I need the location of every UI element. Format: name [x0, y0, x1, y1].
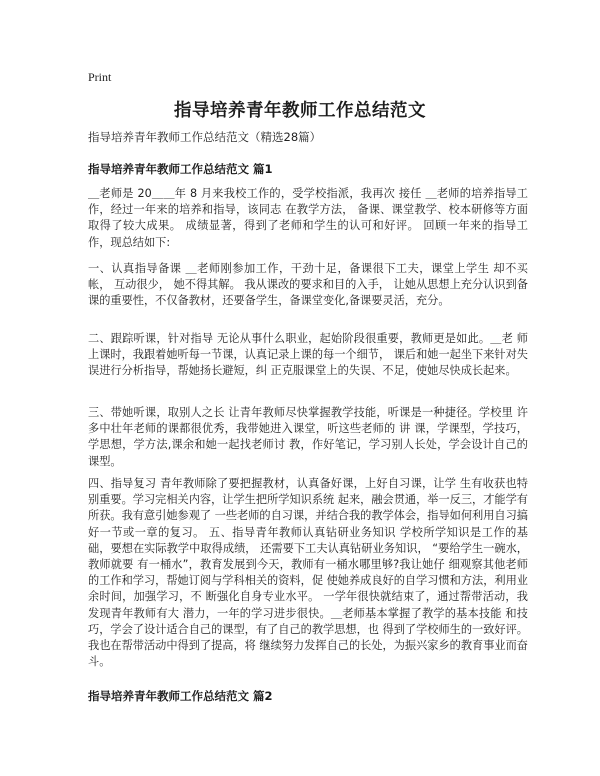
document-subtitle: 指导培养青年教师工作总结范文（精选28篇） — [88, 130, 322, 144]
section-heading-2: 指导培养青年教师工作总结范文 篇2 — [88, 689, 273, 703]
paragraph-point-two: 二、跟踪听课，针对指导 无论从事什么职业，起始阶段很重要，教师更是如此。＿老 师上课时，我跟着她听每一节课，认真记录上课的每一个细节， 课后和她一起坐下来针对失误进行分析指导，帮她扬长避短，纠 正克服课堂上的失误、不足，使她尽快成长起来。 — [88, 332, 528, 378]
document-title: 指导培养青年教师工作总结范文 — [174, 101, 426, 121]
paragraph-point-four: 四、指导复习 青年教师除了要把握教材，认真备好课，上好自习课，让学 生有收获也特别重要。学习完相关内容，让学生把所学知识系统 起来，融会贯通，举一反三，才能学有所获。我有意引她参观了 一些老师的自习课，并结合我的教学体会，指导如何利用自习搞 好一节或一章的复习。 五、指导青年教师认真钻研业务知识 学校所学知识是工作的基础，要想在实际教学中取得成绩， 还需要下工夫认真钻研业务知识， “要给学生一碗水，教师就要 有一桶水”，教育发展到今天，教师有一桶水哪里够?我让她仔 细观察其他老师的工作和学习，帮她订阅与学科相关的资料，促 使她养成良好的自学习惯和方法，利用业余时间，加强学习，不 断强化自身专业水平。 一学年很快就结束了，通过帮带活动，我发现青年教师有大 潜力，一年的学习进步很快。＿老师基本掌握了教学的基本技能 和技巧，学会了设计适合自己的课型，有了自己的教学思想，也 得到了学校师生的一致好评。我也在帮带活动中得到了提高，将 继续努力发挥自己的长处，为振兴家乡的教育事业而奋斗。 — [88, 477, 528, 669]
paragraph-intro: ＿老师是 20＿＿年 8 月来我校工作的，受学校指派，我再次 接任 ＿老师的培养指导工作，经过一年来的培养和指导，该同志 在教学方法， 备课、课堂教学、校本研修等方面取得了较大成果。 成绩显著，得到了老师和学生的认可和好评。 回顾一年来的指导工作，现总结如下: — [88, 187, 528, 249]
section-heading-1: 指导培养青年教师工作总结范文 篇1 — [88, 162, 273, 176]
paragraph-point-one: 一、认真指导备课 ＿老师刚参加工作，干劲十足，备课很下工夫，课堂上学生 却不买帐， 互动很少， 她不得其解。 我从课改的要求和目的入手， 让她从思想上充分认识到备课的重要性，不仅备教材，还要备学生，备课堂变化,备课要灵活，充分。 — [88, 262, 528, 308]
print-link[interactable]: Print — [88, 70, 112, 84]
paragraph-point-three: 三、带她听课，取别人之长 让青年教师尽快掌握教学技能，听课是一种捷径。学校里 许 多中壮年老师的课都很优秀，我带她进入课堂，听这些老师的 讲 课，学课型，学技巧，学思想，学方法,课余和她一起找老师讨 教，作好笔记，学习别人长处，学会设计自己的课型。 — [88, 406, 528, 468]
